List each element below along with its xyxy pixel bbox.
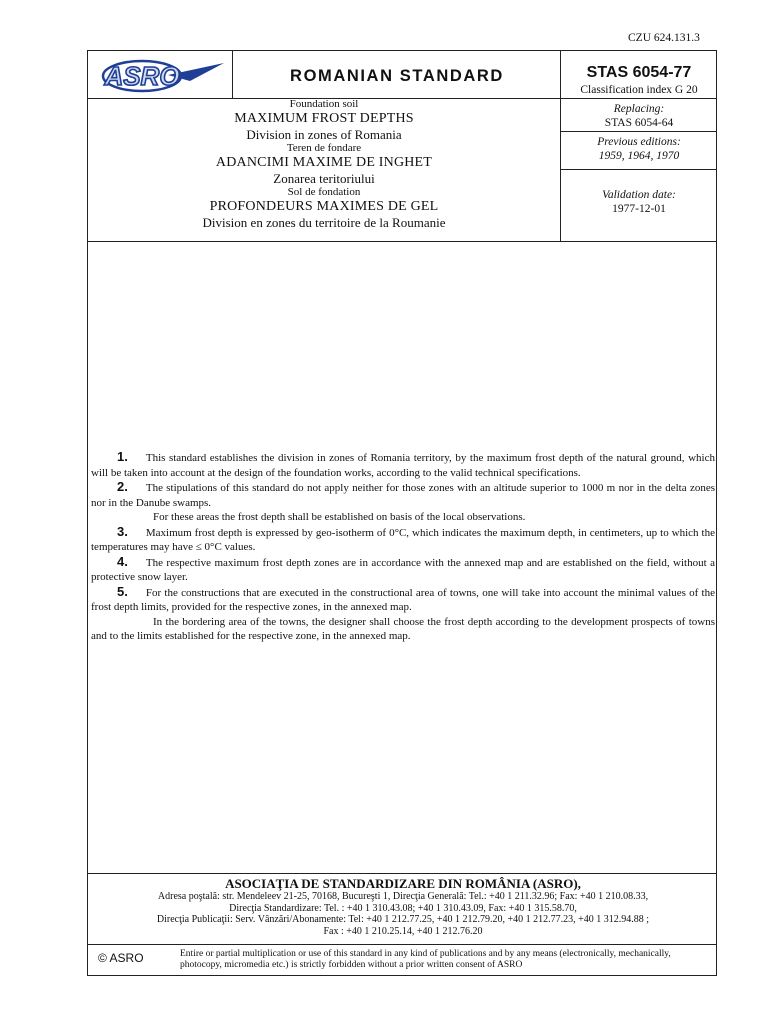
clause-4 (91, 555, 715, 585)
classification-index: Classification index G 20 (580, 84, 698, 96)
clause-number: 4. (117, 553, 128, 569)
en-title: MAXIMUM FROST DEPTHS (234, 111, 414, 126)
clause-2-note: For these areas the frost depth shall be established on basis of the local observations. (153, 511, 526, 523)
clause-1 (91, 450, 715, 480)
address-line: Adresa poştală: str. Mendeleev 21-25, 70168, Bucureşti 1, Direcţia Generală: Tel.: +40 1 211.32.96; Fax: +40 1 210.08.33, (157, 891, 649, 902)
en-subject: Foundation soil (289, 98, 359, 110)
divider (88, 873, 716, 874)
divider (560, 131, 716, 132)
divider (232, 51, 233, 98)
clause-text: This standard establishes the division in zones of Romania territory, by the maximum frost depth of the natural ground, which will be taken into account at the design of the foundation works, according to the valid technical specifications. (91, 452, 715, 479)
standard-heading: ROMANIAN STANDARD (290, 67, 504, 85)
clause-text: For the constructions that are executed in the constructional area of towns, one will take into account the minimal values of the frost depth limits, provided for the respective zones, in the annexed map. (91, 586, 715, 613)
clause-3 (91, 525, 715, 555)
replacing-block (560, 102, 718, 130)
stas-code: STAS 6054-77 (586, 64, 692, 81)
en-subtitle: Division in zones of Romania (246, 127, 402, 142)
clause-5-note: In the bordering area of the towns, the designer shall choose the frost depth according to the development prospects of towns and to the limits established for the respective zone, in the annexed map. (91, 615, 715, 642)
asro-logo (98, 55, 226, 97)
validation-label: Validation date: (602, 189, 676, 201)
document-frame (87, 50, 717, 976)
clause-5 (91, 585, 715, 615)
divider (88, 241, 716, 242)
clause-text: The respective maximum frost depth zones are in accordance with the annexed map and are established on the field, without a protective snow layer. (91, 556, 715, 583)
standard-body (91, 450, 715, 644)
clause-number: 2. (117, 479, 128, 494)
validation-value: 1977-12-01 (612, 203, 666, 215)
clause-text: Maximum frost depth is expressed by geo-isotherm of 0°C, which indicates the maximum depth, in centimeters, up to which the temperatures may have ≤ 0°C values. (91, 526, 715, 553)
ro-subtitle: Zonarea teritoriului (273, 171, 375, 186)
replacing-value: STAS 6054-64 (604, 117, 674, 129)
clause-text: The stipulations of this standard do not apply neither for those zones with an altitude superior to 1000 m nor in the delta zones nor in the Danube swamps. (91, 482, 715, 509)
title-block (88, 98, 560, 230)
validation-block (560, 188, 718, 216)
previous-label: Previous editions: (597, 136, 681, 148)
address-line: Direcţia Publicaţii: Serv. Vânzări/Abonamente: Tel: +40 1 212.77.25, +40 1 212.79.20, +40 1 212.77.23, +40 1 312.94.88 ; (156, 914, 650, 925)
previous-editions-block (560, 135, 718, 163)
replacing-label: Replacing: (613, 103, 665, 115)
ro-title: ADANCIMI MAXIME DE INGHET (215, 155, 433, 170)
clause-number: 3. (117, 523, 128, 539)
fr-subtitle: Division en zones du territoire de la Roumanie (202, 215, 446, 230)
logo-text: ASRO (104, 61, 180, 91)
copyright: © ASRO (98, 951, 144, 965)
clause-2 (91, 480, 715, 510)
divider (88, 944, 716, 945)
fr-subject: Sol de fondation (287, 186, 361, 198)
czu-code: CZU 624.131.3 (628, 32, 700, 44)
clause-number: 5. (117, 583, 128, 599)
organization-address (88, 891, 718, 937)
clause-number: 1. (117, 449, 128, 464)
previous-value: 1959, 1964, 1970 (598, 150, 680, 162)
fr-title: PROFONDEURS MAXIMES DE GEL (209, 199, 439, 214)
address-line: Fax : +40 1 210.25.14, +40 1 212.76.20 (323, 925, 483, 937)
ro-subject: Teren de fondare (286, 142, 362, 154)
asro-logo-icon (98, 55, 226, 97)
organization-name: ASOCIAŢIA DE STANDARDIZARE DIN ROMÂNIA (ASRO), (225, 876, 581, 891)
divider (560, 169, 716, 170)
copyright-notice: Entire or partial multiplication or use of this standard in any kind of publications and by any means (electronically, mechanically, photocopy, micromedia etc.) is strictly forbidden without a prior written consent of ASRO (180, 949, 671, 970)
address-line: Direcţia Standardizare: Tel. : +40 1 310.43.08; +40 1 310.43.09, Fax: +40 1 315.58.70, (229, 902, 577, 914)
